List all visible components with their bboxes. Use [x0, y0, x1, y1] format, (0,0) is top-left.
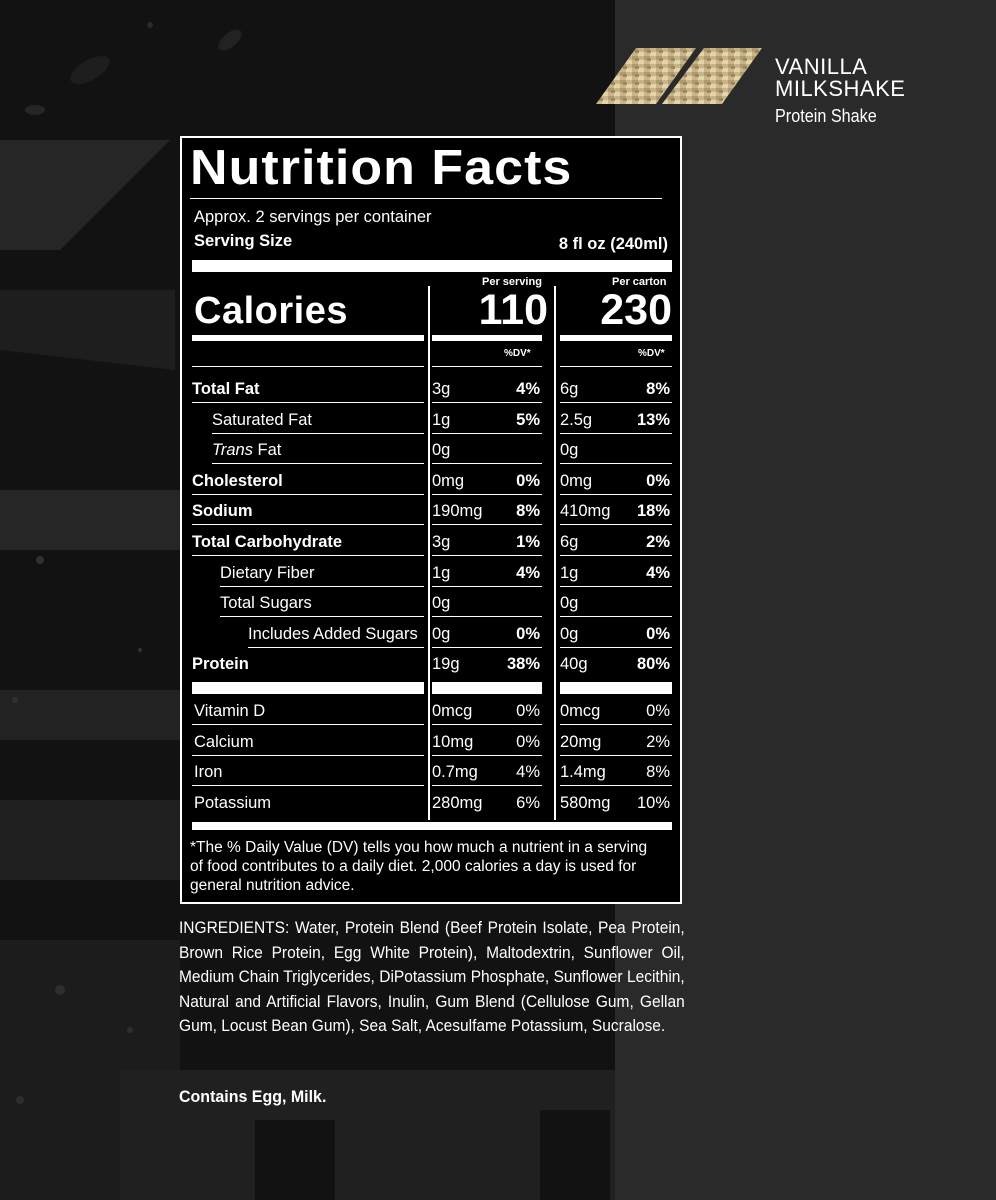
- nutrition-title: Nutrition Facts: [190, 141, 573, 195]
- thick-divider: [192, 682, 424, 694]
- thick-divider: [560, 682, 672, 694]
- servings-per-container: Approx. 2 servings per container: [194, 208, 432, 226]
- amount-per-carton: 0g: [560, 594, 579, 613]
- amount-per-serving: 3g: [432, 533, 451, 551]
- calories-per-carton: 230: [600, 286, 672, 334]
- vitamin-label: Vitamin D: [194, 702, 266, 720]
- nutrient-row: [182, 647, 680, 678]
- dv-footnote: *The % Daily Value (DV) tells you how much a nutrient in a serving of food contributes to a daily diet. 2,000 calories a day is used for general nutrition advice.: [190, 839, 648, 894]
- amount-per-carton: 410mg: [560, 502, 611, 521]
- thick-divider: [192, 260, 672, 272]
- nutrient-row: [182, 403, 680, 434]
- dv-per-carton: 2%: [646, 732, 670, 751]
- vitamin-label: Iron: [194, 763, 223, 782]
- nutrient-row: [182, 586, 680, 617]
- nutrient-label: Total Sugars: [220, 594, 312, 613]
- dv-per-carton: 8%: [646, 763, 670, 782]
- amount-per-serving: 3g: [432, 380, 451, 398]
- dv-per-serving: 4%: [516, 763, 540, 782]
- amount-per-serving: 0g: [432, 441, 451, 460]
- dv-per-serving: 4%: [516, 380, 540, 398]
- camo-stripe-logo: [596, 48, 762, 104]
- amount-per-carton: 1g: [560, 563, 579, 582]
- nutrient-row: [182, 617, 680, 648]
- amount-per-carton: 0mcg: [560, 702, 601, 720]
- amount-per-carton: 2.5g: [560, 410, 593, 429]
- calories-divider: [560, 335, 672, 341]
- dv-per-serving: 0%: [516, 624, 540, 643]
- amount-per-carton: 0g: [560, 441, 579, 460]
- amount-per-carton: 6g: [560, 380, 579, 398]
- nutrient-row: [182, 372, 680, 403]
- nutrient-label: Cholesterol: [192, 471, 283, 490]
- per-carton-header: Per carton: [612, 276, 667, 288]
- amount-per-serving: 0g: [432, 594, 451, 613]
- amount-per-serving: 190mg: [432, 502, 483, 521]
- amount-per-serving: 1g: [432, 563, 451, 582]
- vitamin-row: [182, 694, 680, 725]
- nutrient-row: [182, 464, 680, 495]
- serving-size-label: Serving Size: [194, 232, 293, 250]
- thick-divider: [192, 822, 672, 830]
- dv-per-carton: 10%: [636, 793, 670, 812]
- vitamin-label: Calcium: [194, 732, 254, 751]
- amount-per-serving: 0g: [432, 624, 451, 643]
- calories-per-serving: 110: [478, 286, 548, 334]
- dv-per-serving: 0%: [516, 702, 540, 720]
- nutrition-facts-panel: [180, 136, 682, 904]
- calories-divider: [432, 335, 542, 341]
- dv-per-carton: 0%: [646, 471, 670, 490]
- dv-per-serving: 0%: [516, 732, 540, 751]
- amount-per-serving: 1g: [432, 410, 451, 429]
- nutrient-label: Dietary Fiber: [220, 563, 315, 582]
- dv-per-carton: 13%: [636, 410, 670, 429]
- amount-per-carton: 0g: [560, 624, 579, 643]
- amount-per-serving: 0mg: [432, 471, 465, 490]
- divider: [432, 366, 542, 367]
- nutrient-label: Sodium: [192, 502, 253, 521]
- serving-size-value: 8 fl oz (240ml): [558, 235, 668, 253]
- dv-per-carton: 18%: [636, 502, 670, 521]
- dv-per-carton: 0%: [646, 702, 670, 720]
- amount-per-carton: 580mg: [560, 793, 611, 812]
- allergen-statement: Contains Egg, Milk.: [179, 1087, 327, 1106]
- amount-per-carton: 40g: [560, 655, 588, 674]
- product-subtitle: Protein Shake: [775, 106, 877, 126]
- dv-per-carton: 80%: [636, 655, 670, 674]
- product-name-line1: VANILLA: [775, 54, 868, 79]
- nutrient-row: [182, 525, 680, 556]
- amount-per-serving: 10mg: [432, 732, 474, 751]
- dv-header-carton: %DV*: [638, 348, 665, 359]
- amount-per-carton: 0mg: [560, 471, 593, 490]
- divider: [190, 198, 662, 199]
- nutrient-row: [182, 556, 680, 587]
- dv-per-carton: 2%: [646, 533, 670, 551]
- dv-per-serving: 8%: [516, 502, 540, 521]
- dv-per-carton: 8%: [646, 380, 670, 398]
- ingredients-text: INGREDIENTS: Water, Protein Blend (Beef Protein Isolate, Pea Protein, Brown Rice Protein, Egg White Protein), Maltodextrin, Sunflower Oil, Medium Chain Triglycerides, DiPotassium Phosphate, Sunflower Lecithin, Natural and Artificial Flavors, Inulin, Gum Blend (Cellulose Gum, Gellan Gum, Locust Bean Gum), Sea Salt, Acesulfame Potassium, Sucralose.: [179, 919, 685, 1035]
- nutrient-label: Trans Fat: [212, 441, 282, 460]
- dv-per-serving: 1%: [516, 533, 540, 551]
- amount-per-serving: 280mg: [432, 793, 483, 812]
- nutrient-row: [182, 494, 680, 525]
- dv-per-carton: 0%: [646, 624, 670, 643]
- nutrient-row: [182, 433, 680, 464]
- thick-divider: [432, 682, 542, 694]
- nutrient-label: Saturated Fat: [212, 410, 312, 429]
- divider: [560, 366, 672, 367]
- calories-label: Calories: [194, 290, 348, 332]
- vitamin-row: [182, 725, 680, 756]
- product-name: [775, 56, 905, 100]
- product-name-line2: MILKSHAKE: [775, 76, 906, 101]
- per-serving-header: Per serving: [482, 276, 542, 288]
- amount-per-carton: 1.4mg: [560, 763, 606, 782]
- dv-per-serving: 38%: [506, 655, 540, 674]
- amount-per-carton: 6g: [560, 533, 579, 551]
- vitamin-label: Potassium: [194, 793, 272, 812]
- dv-header-serving: %DV*: [504, 348, 531, 359]
- amount-per-serving: 0.7mg: [432, 763, 478, 782]
- nutrient-label: Total Fat: [192, 380, 260, 398]
- amount-per-serving: 0mcg: [432, 702, 473, 720]
- dv-per-serving: 6%: [516, 793, 540, 812]
- nutrient-label: Includes Added Sugars: [248, 624, 418, 643]
- dv-per-carton: 4%: [646, 563, 670, 582]
- nutrient-label: Protein: [192, 655, 249, 674]
- dv-per-serving: 5%: [516, 410, 540, 429]
- amount-per-serving: 19g: [432, 655, 460, 674]
- vitamin-row: [182, 755, 680, 786]
- divider: [192, 366, 424, 367]
- dv-per-serving: 0%: [516, 471, 540, 490]
- vitamin-row: [182, 786, 680, 817]
- amount-per-carton: 20mg: [560, 732, 602, 751]
- nutrient-label: Total Carbohydrate: [192, 533, 343, 551]
- calories-divider: [192, 335, 424, 341]
- dv-per-serving: 4%: [516, 563, 540, 582]
